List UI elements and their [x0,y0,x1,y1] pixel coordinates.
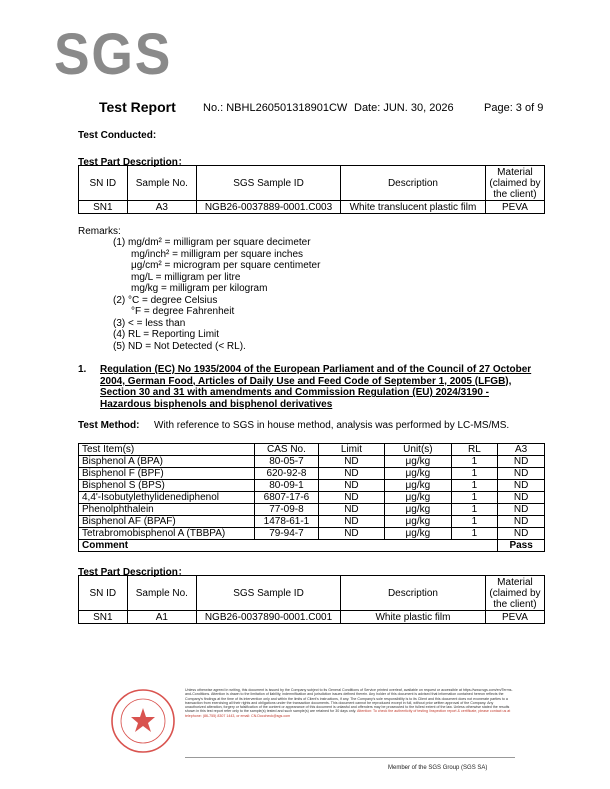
remark-item: (1) mg/dm² = milligram per square decimeter [113,237,311,248]
part-table-2 [78,575,545,624]
test-conducted-label: Test Conducted: [78,130,157,141]
col-sgs-sample-id: SGS Sample ID [197,576,341,611]
cell: 1 [451,504,498,516]
col-description: Description [340,576,485,611]
cell: PEVA [485,611,544,624]
col-cas-no: CAS No. [255,444,319,456]
col-sn-id: SN ID [79,166,128,201]
col-sgs-sample-id: SGS Sample ID [197,166,341,201]
cell: A1 [127,611,196,624]
cell: ND [498,492,545,504]
remark-item: (2) °C = degree Celsius [113,295,218,306]
table-row [79,611,545,624]
col-sample-no: Sample No. [127,576,196,611]
test-method-label: Test Method: [78,420,140,431]
cell: ND [498,504,545,516]
company-stamp [108,686,178,756]
table-row [79,516,545,528]
cell: 1478-61-1 [255,516,319,528]
cell: μg/kg [385,528,452,540]
comment-row [79,540,545,552]
remark-item: mg/inch² = milligram per square inches [131,249,304,260]
cell: ND [498,456,545,468]
cell: ND [318,456,384,468]
cell: ND [318,480,384,492]
table-row [79,468,545,480]
cell: ND [498,516,545,528]
cell: ND [498,480,545,492]
col-a3: A3 [498,444,545,456]
cell: ND [498,468,545,480]
report-date: Date: JUN. 30, 2026 [354,102,454,114]
section-number: 1. [78,364,87,375]
part-table-2-header [79,576,545,611]
part-table-1-header [79,166,545,201]
comment-value: Pass [498,540,545,552]
cell: μg/kg [385,480,452,492]
sgs-logo: SGS [54,22,173,87]
cell: 80-05-7 [255,456,319,468]
cell: 79-94-7 [255,528,319,540]
part-table-1 [78,165,545,214]
cell: ND [318,528,384,540]
cell: 620-92-8 [255,468,319,480]
remarks-title: Remarks: [78,226,121,237]
page-indicator: Page: 3 of 9 [484,102,544,114]
remark-item: (4) RL = Reporting Limit [113,329,220,340]
analysis-table [78,443,545,552]
footer-alert: Attention: To check the authenticity of testing /inspection report & certificate, please contact us at telephone: (86-755) 8307 1443, or email: CN.Doccheck@sgs.com [185,709,511,718]
cell: μg/kg [385,468,452,480]
report-number: No.: NBHL260501318901CW [203,102,348,114]
cell: 1 [451,516,498,528]
cell: 80-09-1 [255,480,319,492]
part-description-label: Test Part Description： [78,157,188,168]
cell: Tetrabromobisphenol A (TBBPA) [79,528,255,540]
cell: Bisphenol S (BPS) [79,480,255,492]
cell: 1 [451,468,498,480]
cell: μg/kg [385,504,452,516]
col-limit: Limit [318,444,384,456]
cell: ND [318,504,384,516]
remark-item: (5) ND = Not Detected (< RL). [113,341,246,352]
remark-item: °F = degree Fahrenheit [131,306,235,317]
cell: SN1 [79,611,128,624]
table-row [79,480,545,492]
remark-item: (3) < = less than [113,318,186,329]
table-row [79,492,545,504]
cell: ND [318,516,384,528]
cell: 1 [451,528,498,540]
comment-label: Comment [79,540,498,552]
col-units: Unit(s) [385,444,452,456]
cell: μg/kg [385,456,452,468]
cell: Bisphenol A (BPA) [79,456,255,468]
cell: White plastic film [340,611,485,624]
cell: Bisphenol AF (BPAF) [79,516,255,528]
footer-legal-text [185,688,515,718]
cell: μg/kg [385,516,452,528]
analysis-table-header [79,444,545,456]
test-method-text: With reference to SGS in house method, analysis was performed by LC-MS/MS. [154,420,510,431]
cell: Phenolphthalein [79,504,255,516]
cell: 6807-17-6 [255,492,319,504]
cell: NGB26-0037890-0001.C001 [197,611,341,624]
footer-fine-print: Unless otherwise agreed in writing, this document is issued by the Company subject to its General Conditions of Service printed overleaf, available on request or accessible at https://www.sgs.com/en/Terms-and-Conditions. Attention is drawn to the limitation of liability, indemnification and jurisdiction issues defined therein. Any holder of this document is advised that information contained hereon reflects the Company's findings at the time of its intervention only and within the limits of Client's instructions, if any. The Company's sole responsibility is to its Client and this document does not exonerate parties to a transaction from exercising all their rights and obligations under the transaction documents. This document cannot be reproduced except in full, without prior written approval of the Company. Any unauthorized alteration, forgery or falsification of the content or appearance of this document is unlawful and offenders may be prosecuted to the fullest extent of the law. Unless otherwise stated the results shown in this test report refer only to the sample(s) tested and such sample(s) are retained for 30 days only. [185,688,513,714]
cell: Bisphenol F (BPF) [79,468,255,480]
remark-item: mg/kg = milligram per kilogram [131,283,268,294]
col-material: Material (claimed by the client) [485,166,544,201]
cell: White translucent plastic film [340,201,485,214]
cell: 1 [451,456,498,468]
remark-item: mg/L = milligram per litre [131,272,241,283]
report-title: Test Report [99,99,176,115]
cell: ND [318,468,384,480]
cell: 1 [451,480,498,492]
cell: 1 [451,492,498,504]
footer-divider [185,757,515,758]
cell: 4,4'-Isobutylethylidenediphenol [79,492,255,504]
star-icon [131,708,155,732]
table-row [79,201,545,214]
col-test-item: Test Item(s) [79,444,255,456]
cell: ND [318,492,384,504]
remark-item: μg/cm² = microgram per square centimeter [131,260,321,271]
footer-member: Member of the SGS Group (SGS SA) [388,765,488,771]
col-sample-no: Sample No. [127,166,196,201]
part-description-label-2: Test Part Description： [78,567,188,578]
cell: 77-09-8 [255,504,319,516]
table-row [79,528,545,540]
col-sn-id: SN ID [79,576,128,611]
col-rl: RL [451,444,498,456]
table-row [79,504,545,516]
col-material: Material (claimed by the client) [485,576,544,611]
cell: μg/kg [385,492,452,504]
table-row [79,456,545,468]
cell: PEVA [485,201,544,214]
section-title: Regulation (EC) No 1935/2004 of the European Parliament and of the Council of 27 October 2004, German Food, Articles of Daily Use and Feed Code of September 1, 2005 (LFGB), Section 30 and 31 with amendments and Commission Regulation (EU) 2024/3190 - Hazardous bisphenols and bisphenol derivatives [100,364,532,410]
col-description: Description [340,166,485,201]
cell: NGB26-0037889-0001.C003 [197,201,341,214]
cell: SN1 [79,201,128,214]
cell: A3 [127,201,196,214]
cell: ND [498,528,545,540]
